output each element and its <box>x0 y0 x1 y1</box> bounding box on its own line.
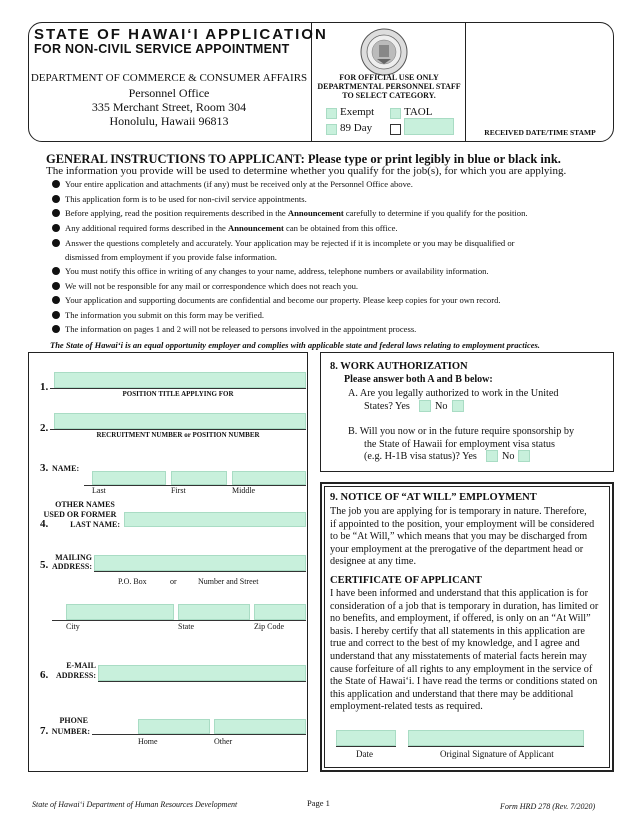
work-auth-heading: 8. WORK AUTHORIZATION <box>330 361 468 372</box>
question-a: A. Are you legally authorized to work in the United <box>348 388 559 399</box>
exempt-checkbox[interactable] <box>326 108 337 119</box>
list-item: We will not be responsible for any mail or correspondence which does not reach you. <box>52 281 622 292</box>
email-field[interactable] <box>98 665 306 681</box>
other-names-field[interactable] <box>124 512 306 527</box>
mailing-address-field[interactable] <box>94 555 306 571</box>
question-a: States? Yes <box>364 401 410 412</box>
taol-checkbox[interactable] <box>390 108 401 119</box>
item-number: 6. <box>40 669 49 681</box>
first-caption: First <box>171 486 186 495</box>
other-phone-field[interactable] <box>214 719 306 734</box>
mailing-label: ADDRESS: <box>51 562 92 571</box>
po-box-caption: P.O. Box <box>118 577 147 586</box>
item-number: 2. <box>40 422 49 434</box>
instructions-heading: GENERAL INSTRUCTIONS TO APPLICANT: Please type or print legibly in blue or black ink. <box>46 152 561 166</box>
work-auth-sub: Please answer both A and B below: <box>344 374 493 385</box>
zip-field[interactable] <box>254 604 306 620</box>
city-field[interactable] <box>66 604 174 620</box>
89day-checkbox[interactable] <box>326 124 337 135</box>
exempt-label: Exempt <box>340 106 375 118</box>
item-number: 1. <box>40 381 49 393</box>
official-use-label: DEPARTMENTAL PERSONNEL STAFF <box>317 82 461 91</box>
auth-no-label: No <box>435 401 448 412</box>
position-title-field[interactable] <box>54 372 306 388</box>
list-item: The information you submit on this form may be verified. <box>52 310 622 321</box>
zip-caption: Zip Code <box>254 622 284 631</box>
other-checkbox[interactable] <box>390 124 401 135</box>
signature-field[interactable] <box>408 730 584 746</box>
instructions-sub: The information you provide will be used to determine whether you qualify for the job(s), for which you are applying. <box>46 165 567 177</box>
auth-yes-checkbox[interactable] <box>419 400 431 412</box>
official-use-label: TO SELECT CATEGORY. <box>342 91 436 100</box>
phone-label: PHONE <box>59 716 88 725</box>
sponsor-yes-checkbox[interactable] <box>486 450 498 462</box>
office-name: Personnel Office <box>128 86 210 100</box>
recruitment-number-field[interactable] <box>54 413 306 429</box>
question-b: the State of Hawaii for employment visa status <box>364 439 555 450</box>
middle-name-field[interactable] <box>232 471 306 485</box>
sponsor-no-label: No <box>502 451 515 462</box>
item-number: 3. <box>40 462 49 474</box>
dept-name: DEPARTMENT OF COMMERCE & CONSUMER AFFAIRS <box>30 72 308 84</box>
item-number: 4. <box>40 518 49 530</box>
last-name-field[interactable] <box>92 471 166 485</box>
office-city: Honolulu, Hawaii 96813 <box>109 114 229 128</box>
form-title: STATE OF HAWAI‘I APPLICATION <box>34 26 328 43</box>
email-label: ADDRESS: <box>55 671 96 680</box>
list-item: Your application and supporting documents are confidential and become our property. Please keep copies for your own record. <box>52 295 622 306</box>
date-field[interactable] <box>336 730 396 746</box>
recruitment-caption: RECRUITMENT NUMBER or POSITION NUMBER <box>96 431 260 439</box>
89day-label: 89 Day <box>340 122 373 134</box>
item-number: 5. <box>40 559 49 571</box>
office-street: 335 Merchant Street, Room 304 <box>91 100 247 114</box>
other-category-field[interactable] <box>404 118 454 135</box>
signature-caption: Original Signature of Applicant <box>440 749 554 759</box>
state-caption: State <box>178 622 194 631</box>
other-caption: Other <box>214 737 233 746</box>
received-stamp-label: RECEIVED DATE/TIME STAMP <box>484 128 596 137</box>
question-b: B. Will you now or in the future require sponsorship by <box>348 426 575 437</box>
form-number: Form HRD 278 (Rev. 7/2020) <box>500 802 596 811</box>
first-name-field[interactable] <box>171 471 227 485</box>
list-item: Before applying, read the position requirements described in the Announcement carefully to determine if you qualify for the position. <box>52 208 622 219</box>
list-item: You must notify this office in writing of any changes to your name, address, telephone numbers or availability information. <box>52 266 622 277</box>
footer-department: State of Hawai‘i Department of Human Resources Development <box>32 800 238 809</box>
at-will-text: The job you are applying for is temporary in nature. Therefore, if appointed to the position, your employment will be considered to be “At Will,” which means that you may be discharged from your employment at the prerogative of the department head or designee at any time. <box>330 506 595 568</box>
form-subtitle: FOR NON-CIVIL SERVICE APPOINTMENT <box>34 42 290 56</box>
state-seal-icon <box>360 28 408 76</box>
certificate-text: I have been informed and understand that this application is for consideration of a job that is temporary in duration, has limited or no benefits, and employment, if offered, is only on an “At Will” basis. I hereby certify that all statements in this application are true and correct to the best of my knowledge, and I agree and understand that any misstatements of material facts herein may cause forfeiture of all rights to any employment in the service of the State of Hawai‘i. I have read the terms or conditions stated on this application and understand that there may be additional employment-related tests as required. <box>330 588 599 713</box>
sponsor-no-checkbox[interactable] <box>518 450 530 462</box>
question-b: (e.g. H-1B visa status)? Yes <box>364 451 477 462</box>
official-use-label: FOR OFFICIAL USE ONLY <box>339 73 439 82</box>
at-will-heading: 9. NOTICE OF “AT WILL” EMPLOYMENT <box>330 492 537 503</box>
or-caption: or <box>170 577 177 586</box>
list-item: Your entire application and attachments (if any) must be received only at the Personnel Office above. <box>52 179 622 190</box>
middle-caption: Middle <box>232 486 256 495</box>
home-caption: Home <box>138 737 158 746</box>
phone-label: NUMBER: <box>51 727 90 736</box>
list-item: Answer the questions completely and accurately. Your application may be rejected if it is incomplete or you may be disqualified or <box>52 238 622 249</box>
certificate-heading: CERTIFICATE OF APPLICANT <box>330 575 482 586</box>
list-item-continued: dismissed from employment if you provide false information. <box>65 252 277 262</box>
other-names-label: OTHER NAMES <box>55 500 115 509</box>
taol-label: TAOL <box>404 106 433 118</box>
city-caption: City <box>66 622 80 631</box>
home-phone-field[interactable] <box>138 719 210 734</box>
list-item: Any additional required forms described in the Announcement can be obtained from this office. <box>52 223 622 234</box>
list-item: The information on pages 1 and 2 will not be released to persons involved in the appointment process. <box>52 324 622 335</box>
mailing-label: MAILING <box>55 553 92 562</box>
date-caption: Date <box>356 749 373 759</box>
list-item: This application form is to be used for non-civil service appointments. <box>52 194 622 205</box>
number-street-caption: Number and Street <box>198 577 259 586</box>
last-caption: Last <box>92 486 106 495</box>
name-label: NAME: <box>52 464 80 473</box>
page-number: Page 1 <box>307 798 330 808</box>
other-names-label: USED OR FORMER <box>43 510 117 519</box>
state-field[interactable] <box>178 604 250 620</box>
auth-no-checkbox[interactable] <box>452 400 464 412</box>
item-number: 7. <box>40 725 49 737</box>
email-label: E-MAIL <box>66 661 96 670</box>
eeo-statement: The State of Hawai‘i is an equal opportunity employer and complies with applicable state and federal laws relating to employment practices. <box>50 340 540 350</box>
position-title-caption: POSITION TITLE APPLYING FOR <box>122 390 234 398</box>
other-names-label: LAST NAME: <box>70 520 120 529</box>
